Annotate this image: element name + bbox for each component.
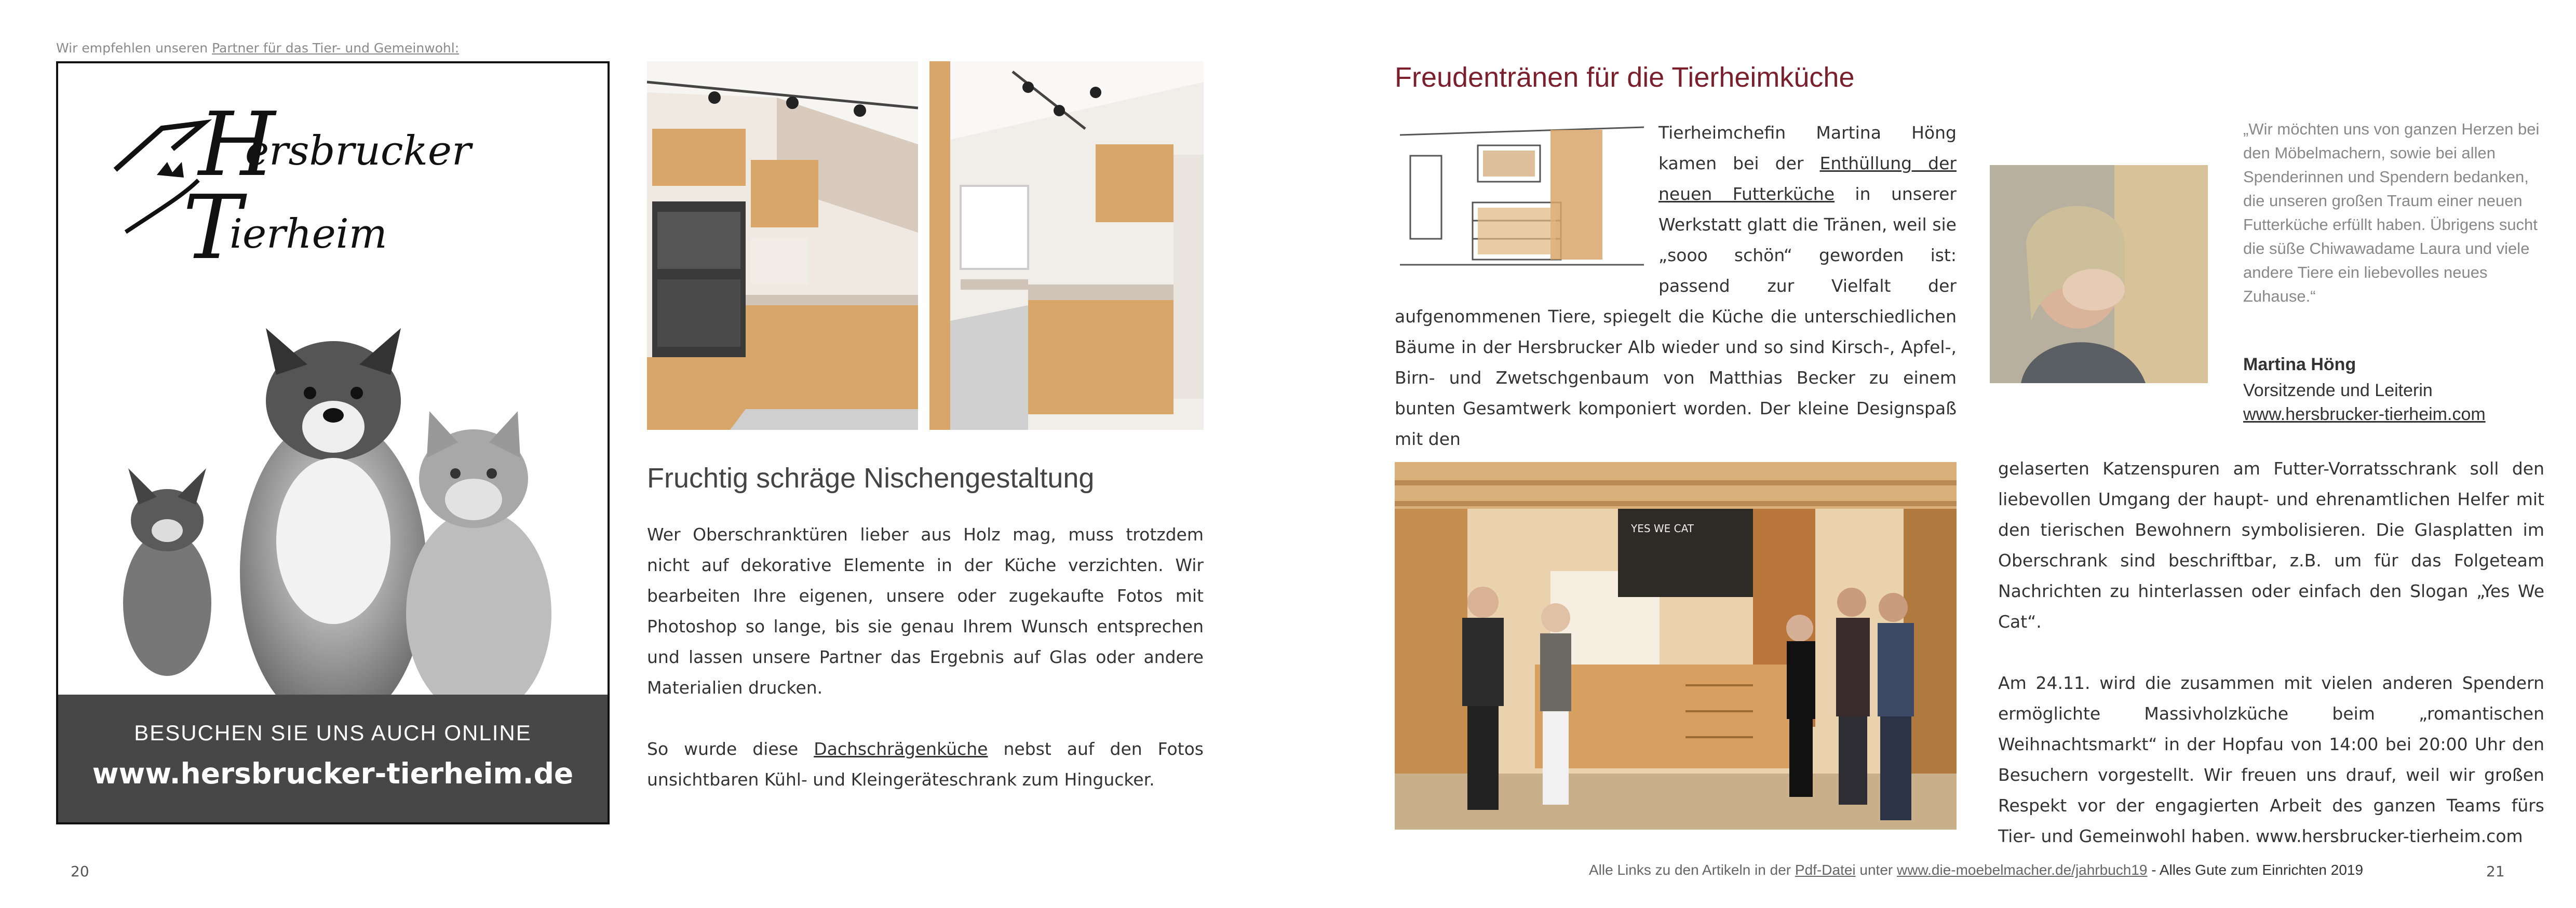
ad-visit-text: BESUCHEN SIE UNS AUCH ONLINE — [134, 721, 532, 745]
logo-initial-t: T — [183, 177, 242, 279]
quote-name: Martina Höng — [2243, 355, 2356, 374]
quote-text: „Wir möchten uns von ganzen Herzen bei den Möbelmachern, sowie bei allen Spenderinnen und Spendern bedanken, die unseren großen Traum einer neuen Futterküche erfüllt haben. Übrigens sucht die süße Chiwawadame Laura und viele andere Tiere ein liebevolles neues Zuhause.“ — [2243, 120, 2540, 305]
kitchen-photo-1 — [647, 61, 918, 430]
right-heading: Freudentränen für die Tierheimküche — [1395, 62, 1855, 93]
logo-text-bottom: ierheim — [230, 211, 387, 258]
quote-role: Vorsitzende und Leiterin — [2243, 381, 2433, 400]
recommend-line — [56, 40, 459, 56]
martina-hoeng-photo — [1990, 165, 2208, 383]
page-number-left: 20 — [71, 863, 89, 880]
right-paragraph-last: Am 24.11. wird die zusammen mit vielen anderen Spendern ermöglichte Massivholzküche beim „romantischen Weihnachtsmarkt“ in der Hopfau von 14:00 bei 20:00 Uhr den Besuchern vorgestellt. Wir freuen uns drauf, weil wir großen Respekt vor der engagierten Arbeit des ganzen Teams fürs Tier- und Gemeinwohl haben. www.hersbrucker-tierheim.com — [1998, 673, 2544, 846]
right-article — [1998, 453, 2544, 882]
footer-note: Alle Links zu den Artikeln in der Pdf-Datei unter www.die-moebelmacher.de/jahrbuch19 - Alles Gute zum Einrichten 2019 — [1589, 862, 2364, 878]
left-paragraph-2: So wurde diese Dachschrägenküche nebst auf den Fotos unsichtbaren Kühl- und Kleingeräteschrank zum Hingucker. — [647, 739, 1204, 790]
pdf-link[interactable]: Pdf-Datei — [1795, 862, 1856, 878]
recommend-prefix: Wir empfehlen unseren — [56, 40, 212, 56]
intro-paragraph: Tierheimchefin Martina Höng kamen bei der Enthüllung der neuen Futterküche in unserer Werkstatt glatt die Tränen, weil sie „sooo schön“ geworden ist: passend zur Vielfalt der aufgenommenen Tiere, spiegelt die Küche die unterschiedlichen Bäume in der Hersbrucker Alb wieder und so sind Kirsch-, Apfel-, Birn- und Zwetschgenbaum von Matthias Becker zu einem bunten Gesamtwerk komponiert worden. Der kleine Designspaß mit den — [1395, 123, 1957, 449]
kitchen-photo-2 — [929, 61, 1204, 430]
jahrbuch-link[interactable]: www.die-moebelmacher.de/jahrbuch19 — [1897, 862, 2148, 878]
tierheim-logo — [95, 92, 471, 284]
sketch-float-space — [1395, 117, 1658, 296]
dachschraegen-link[interactable]: Dachschrägenküche — [814, 739, 988, 759]
quote-url-link[interactable]: www.hersbrucker-tierheim.com — [2243, 404, 2486, 424]
animals-photo — [110, 281, 577, 749]
left-article — [647, 519, 1204, 825]
ad-url[interactable]: www.hersbrucker-tierheim.de — [92, 757, 574, 790]
partner-link[interactable]: Partner für das Tier- und Gemeinwohl: — [212, 40, 460, 56]
futterkueche-link[interactable]: Enthüllung der neuen Futterküche — [1658, 153, 1957, 204]
logo-initial-h: H — [198, 93, 276, 196]
team-kitchen-photo — [1395, 462, 1957, 830]
left-heading: Fruchtig schräge Nischengestaltung — [647, 463, 1095, 494]
fridge-sign: YES WE CAT — [1631, 522, 1694, 535]
page-number-right: 21 — [2486, 863, 2505, 880]
left-paragraph-1: Wer Oberschranktüren lieber aus Holz mag, muss trotzdem nicht auf dekorative Elemente in der Küche verzichten. Wir bearbeiten Ihre eigenen, unsere oder zugekaufte Fotos mit Photoshop so lange, bis sie genau Ihrem Wunsch entsprechen und lassen unsere Partner das Ergebnis auf Glas oder andere Materialien drucken. — [647, 524, 1204, 698]
logo-text-top: ersbrucker — [245, 128, 471, 174]
ad-footer-banner — [58, 695, 608, 822]
tierheim-ad — [56, 61, 610, 824]
right-intro-article — [1395, 117, 1957, 454]
right-paragraph-cont: gelaserten Katzenspuren am Futter-Vorratsschrank soll den liebevollen Umgang der haupt- und ehrenamtlichen Helfer mit den tierischen Bewohnern symbolisieren. Die Glasplatten im Oberschrank sind beschriftbar, z.B. um für das Folgeteam Nachrichten zu hinterlassen oder einfach den Slogan „Yes We Cat“. — [1998, 458, 2544, 632]
